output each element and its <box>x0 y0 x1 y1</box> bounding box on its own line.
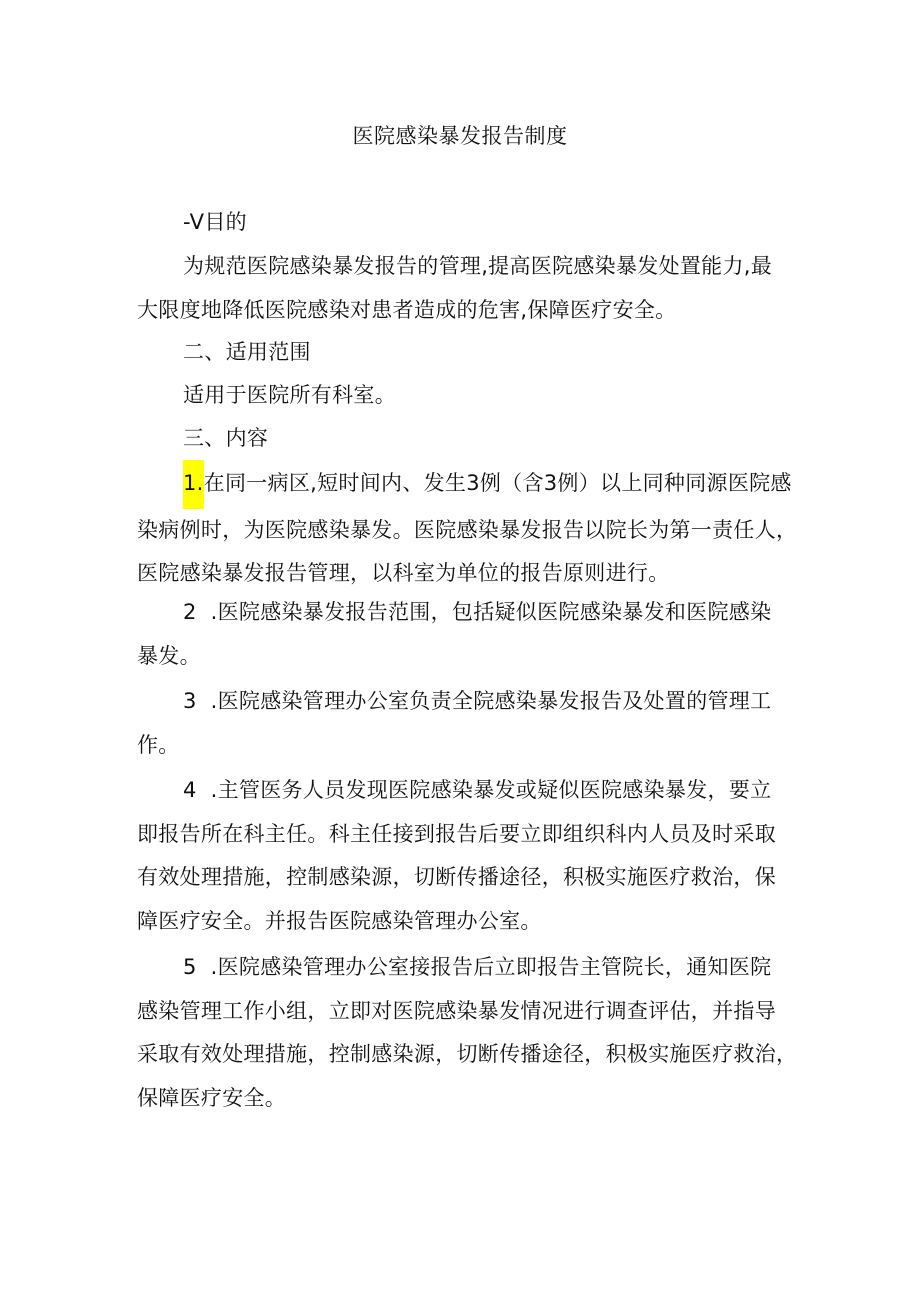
item3-line2: 作。 <box>137 732 180 757</box>
item5-number: 5 <box>183 955 197 979</box>
section1-body-line2: 大限度地降低医院感染对患者造成的危害,保障医疗安全。 <box>137 297 677 322</box>
item5-line1 <box>137 946 787 990</box>
section2-heading-text: 二、适用范围 <box>183 340 311 364</box>
item4-line1-text: .主管医务人员发现医院感染暴发或疑似医院感染暴发，要立 <box>210 778 772 802</box>
item4-line3: 有效处理措施，控制感染源，切断传播途径，积极实施医疗救治，保 <box>137 865 776 889</box>
section1-body-line1-text: 为规范医院感染暴发报告的管理,提高医院感染暴发处置能力,最 <box>183 254 773 278</box>
item2-number: 2 <box>183 600 197 624</box>
item3-line1-text: .医院感染管理办公室负责全院感染暴发报告及处置的管理工 <box>210 689 772 713</box>
section3-heading-text: 三、内容 <box>183 426 269 450</box>
item3-line1 <box>137 680 787 724</box>
item5-line3: 采取有效处理措施，控制感染源，切断传播途径，积极实施医疗救治， <box>137 1042 798 1066</box>
item2-line2: 暴发。 <box>137 643 201 668</box>
section2-heading <box>137 331 787 375</box>
item1-number: 1. <box>183 460 204 509</box>
item4-line1 <box>137 769 787 813</box>
document-title: 医院感染暴发报告制度 <box>352 124 568 148</box>
item5-line4: 保障医疗安全。 <box>137 1085 287 1110</box>
section1-body <box>137 245 787 332</box>
item5-line2: 感染管理工作小组，立即对医院感染暴发情况进行调查评估，并指导 <box>137 998 776 1023</box>
item3 <box>137 680 787 767</box>
item2 <box>137 591 787 678</box>
section2-body <box>137 374 787 418</box>
section1-heading-text: -V目的 <box>183 210 247 234</box>
item2-line1-text: .医院感染暴发报告范围，包括疑似医院感染暴发和医院感染 <box>210 600 772 624</box>
item1-line1 <box>137 460 792 509</box>
section3-heading <box>137 417 787 461</box>
item4 <box>137 769 787 943</box>
section1-body-line1 <box>137 245 787 289</box>
item1-line2: 染病例时，为医院感染暴发。医院感染暴发报告以院长为第一责任人， <box>137 517 798 542</box>
item1 <box>137 460 798 596</box>
item2-line1 <box>137 591 787 635</box>
item4-line4: 障医疗安全。并报告医院感染管理办公室。 <box>137 908 542 933</box>
item5 <box>137 946 798 1120</box>
item4-line2: 即报告所在科主任。科主任接到报告后要立即组织科内人员及时采取 <box>137 821 776 846</box>
item3-number: 3 <box>183 689 197 713</box>
section1-heading <box>137 201 787 245</box>
section2-body-text: 适用于医院所有科室。 <box>183 383 396 407</box>
item1-line1-text: 在同一病区,短时间内、发生3例（含3例）以上同种同源医院感 <box>203 471 792 495</box>
item4-number: 4 <box>183 778 197 802</box>
item5-line1-text: .医院感染管理办公室接报告后立即报告主管院长，通知医院 <box>210 955 772 979</box>
item1-line3: 医院感染暴发报告管理，以科室为单位的报告原则进行。 <box>137 561 670 585</box>
